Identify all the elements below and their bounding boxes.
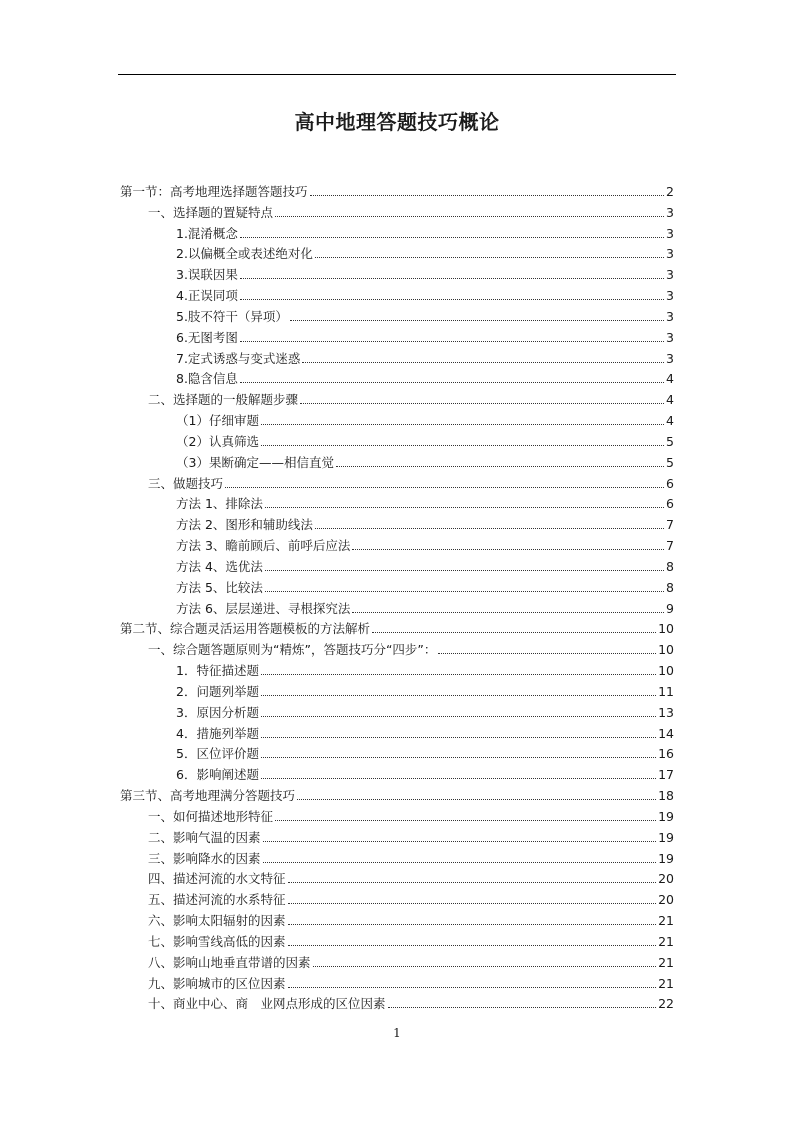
toc-dot-leader [288, 987, 657, 988]
toc-entry-label: 一、选择题的置疑特点 [148, 204, 274, 220]
header-rule [118, 74, 676, 75]
toc-entry[interactable] [176, 680, 674, 700]
toc-entry-label: 8.隐含信息 [176, 371, 238, 387]
toc-entry-page: 8 [666, 558, 674, 574]
toc-entry-page: 5 [666, 454, 674, 470]
toc-entry[interactable] [176, 326, 674, 346]
toc-dot-leader [265, 591, 664, 592]
toc-entry-label: 四、描述河流的水文特征 [148, 871, 286, 887]
toc-entry-page: 10 [658, 621, 674, 637]
toc-entry-label: 第三节、高考地理满分答题技巧 [120, 788, 296, 804]
toc-entry-page: 9 [666, 600, 674, 616]
toc-entry-label: 九、影响城市的区位因素 [148, 975, 286, 991]
toc-entry-page: 3 [666, 288, 674, 304]
toc-entry-label: 1.混淆概念 [176, 225, 238, 241]
toc-entry[interactable] [176, 409, 674, 429]
toc-entry[interactable] [176, 722, 674, 742]
toc-entry-label: 三、影响降水的因素 [148, 850, 261, 866]
toc-entry-label: 3.误联因果 [176, 267, 238, 283]
toc-entry-label: 1．特征描述题 [176, 663, 259, 679]
toc-entry[interactable] [148, 847, 674, 867]
toc-dot-leader [261, 778, 656, 779]
toc-entry-label: 二、选择题的一般解题步骤 [148, 392, 299, 408]
toc-dot-leader [288, 882, 657, 883]
toc-entry-page: 6 [666, 496, 674, 512]
toc-dot-leader [265, 507, 664, 508]
toc-entry[interactable] [176, 534, 674, 554]
toc-entry-page: 19 [658, 850, 674, 866]
toc-dot-leader [261, 716, 656, 717]
toc-entry-label: 第二节、综合题灵活运用答题模板的方法解析 [120, 621, 371, 637]
toc-dot-leader [288, 924, 657, 925]
toc-entry[interactable] [176, 513, 674, 533]
toc-entry[interactable] [176, 742, 674, 762]
toc-dot-leader [310, 195, 665, 196]
toc-entry-page: 3 [666, 204, 674, 220]
toc-entry[interactable] [176, 597, 674, 617]
toc-dot-leader [302, 362, 664, 363]
toc-dot-leader [261, 424, 664, 425]
toc-entry-label: 6．影响阐述题 [176, 767, 259, 783]
toc-entry-page: 4 [666, 413, 674, 429]
toc-entry-label: 一、如何描述地形特征 [148, 808, 274, 824]
toc-entry-page: 3 [666, 350, 674, 366]
toc-entry-label: 4．措施列举题 [176, 725, 259, 741]
toc-entry[interactable] [176, 701, 674, 721]
toc-entry-label: 方法 4、选优法 [176, 558, 263, 574]
toc-entry-label: 2．问题列举题 [176, 683, 259, 699]
toc-entry-page: 3 [666, 267, 674, 283]
toc-dot-leader [240, 382, 664, 383]
toc-entry[interactable] [148, 472, 674, 492]
toc-entry[interactable] [176, 576, 674, 596]
toc-dot-leader [240, 278, 664, 279]
toc-dot-leader [288, 945, 657, 946]
toc-entry[interactable] [176, 451, 674, 471]
toc-dot-leader [300, 403, 664, 404]
toc-entry-label: 方法 6、层层递进、寻根探究法 [176, 600, 351, 616]
toc-dot-leader [313, 966, 657, 967]
toc-entry-page: 21 [658, 975, 674, 991]
toc-entry-page: 22 [658, 996, 674, 1012]
toc-entry-label: 7.定式诱惑与变式迷惑 [176, 350, 301, 366]
toc-entry-page: 6 [666, 475, 674, 491]
toc-dot-leader [288, 903, 657, 904]
toc-entry-page: 17 [658, 767, 674, 783]
toc-entry-page: 19 [658, 808, 674, 824]
toc-entry-page: 21 [658, 954, 674, 970]
toc-entry-label: 方法 1、排除法 [176, 496, 263, 512]
toc-entry-label: 2.以偏概全或表述绝对化 [176, 246, 313, 262]
toc-entry-page: 20 [658, 892, 674, 908]
toc-entry-page: 2 [666, 184, 674, 199]
toc-entry-label: 二、影响气温的因素 [148, 829, 261, 845]
toc-dot-leader [315, 528, 664, 529]
toc-entry[interactable] [148, 826, 674, 846]
toc-entry[interactable] [176, 305, 674, 325]
toc-entry[interactable] [176, 659, 674, 679]
toc-dot-leader [240, 299, 664, 300]
toc-entry-page: 8 [666, 579, 674, 595]
toc-dot-leader [240, 341, 664, 342]
toc-entry[interactable] [120, 784, 674, 804]
toc-entry[interactable] [176, 430, 674, 450]
toc-dot-leader [263, 841, 657, 842]
toc-dot-leader [265, 570, 664, 571]
toc-entry[interactable] [176, 555, 674, 575]
toc-entry[interactable] [148, 909, 674, 929]
toc-entry-page: 11 [658, 683, 674, 699]
toc-entry[interactable] [148, 201, 674, 221]
toc-entry-label: （2）认真筛选 [176, 433, 259, 449]
page-number: 1 [393, 1026, 401, 1040]
toc-entry[interactable] [176, 763, 674, 783]
toc-entry-label: 十、商业中心、商 业网点形成的区位因素 [148, 996, 386, 1012]
toc-dot-leader [261, 674, 656, 675]
toc-dot-leader [372, 632, 656, 633]
toc-entry-label: 4.正误同项 [176, 288, 238, 304]
toc-entry-page: 14 [658, 725, 674, 741]
toc-entry-page: 16 [658, 746, 674, 762]
toc-dot-leader [261, 445, 664, 446]
toc-entry-page: 3 [666, 308, 674, 324]
toc-entry-label: 3．原因分析题 [176, 704, 259, 720]
toc-dot-leader [297, 799, 656, 800]
toc-entry-label: 方法 5、比较法 [176, 579, 263, 595]
toc-entry[interactable] [176, 222, 674, 242]
toc-entry-label: （3）果断确定——相信直觉 [176, 454, 334, 470]
toc-entry-page: 20 [658, 871, 674, 887]
toc-entry-page: 3 [666, 329, 674, 345]
toc-entry-page: 21 [658, 913, 674, 929]
toc-entry-page: 10 [658, 642, 674, 658]
toc-dot-leader [352, 612, 664, 613]
toc-dot-leader [315, 257, 664, 258]
toc-dot-leader [438, 653, 656, 654]
toc-entry-page: 7 [666, 538, 674, 554]
toc-entry-label: （1）仔细审题 [176, 413, 259, 429]
toc-entry-label: 方法 2、图形和辅助线法 [176, 517, 313, 533]
toc-entry-page: 3 [666, 246, 674, 262]
toc-entry-label: 六、影响太阳辐射的因素 [148, 913, 286, 929]
toc-entry[interactable] [148, 951, 674, 971]
toc-dot-leader [261, 757, 656, 758]
toc-dot-leader [263, 862, 657, 863]
toc-entry[interactable] [176, 263, 674, 283]
toc-entry-page: 18 [658, 788, 674, 804]
toc-entry-label: 一、综合题答题原则为“精炼”，答题技巧分“四步”： [148, 642, 437, 658]
toc-entry[interactable] [148, 388, 674, 408]
toc-dot-leader [352, 549, 664, 550]
toc-dot-leader [225, 487, 664, 488]
toc-entry-page: 21 [658, 933, 674, 949]
document-title: 高中地理答题技巧概论 [294, 110, 500, 134]
toc-entry[interactable] [148, 638, 674, 658]
toc-entry[interactable] [148, 888, 674, 908]
toc-entry[interactable] [148, 972, 674, 992]
toc-entry[interactable] [120, 180, 674, 200]
toc-entry[interactable] [176, 284, 674, 304]
toc-entry[interactable] [148, 992, 674, 1012]
toc-dot-leader [261, 695, 656, 696]
toc-entry-label: 八、影响山地垂直带谱的因素 [148, 954, 311, 970]
toc-entry-page: 19 [658, 829, 674, 845]
toc-entry[interactable] [148, 867, 674, 887]
toc-entry-page: 5 [666, 433, 674, 449]
toc-entry-label: 6.无图考图 [176, 329, 238, 345]
toc-entry[interactable] [148, 805, 674, 825]
toc-entry-label: 五、描述河流的水系特征 [148, 892, 286, 908]
toc-entry-page: 7 [666, 517, 674, 533]
toc-entry-label: 七、影响雪线高低的因素 [148, 933, 286, 949]
toc-entry-page: 3 [666, 225, 674, 241]
toc-dot-leader [336, 466, 664, 467]
toc-entry[interactable] [176, 242, 674, 262]
toc-dot-leader [240, 237, 664, 238]
toc-entry-label: 5．区位评价题 [176, 746, 259, 762]
toc-dot-leader [290, 320, 664, 321]
toc-entry-page: 4 [666, 392, 674, 408]
toc-dot-leader [275, 216, 664, 217]
toc-entry-label: 第一节：高考地理选择题答题技巧 [120, 184, 308, 199]
toc-dot-leader [388, 1007, 657, 1008]
toc-entry-page: 4 [666, 371, 674, 387]
toc-entry[interactable] [176, 492, 674, 512]
toc-entry-page: 10 [658, 663, 674, 679]
toc-entry-page: 13 [658, 704, 674, 720]
toc-entry-label: 三、做题技巧 [148, 475, 224, 491]
toc-entry-label: 方法 3、瞻前顾后、前呼后应法 [176, 538, 351, 554]
toc-dot-leader [275, 820, 656, 821]
toc-entry[interactable] [176, 347, 674, 367]
toc-entry[interactable] [120, 617, 674, 637]
toc-entry-label: 5.肢不符干（异项） [176, 308, 288, 324]
toc-dot-leader [261, 737, 656, 738]
toc-entry[interactable] [176, 367, 674, 387]
toc-entry[interactable] [148, 930, 674, 950]
